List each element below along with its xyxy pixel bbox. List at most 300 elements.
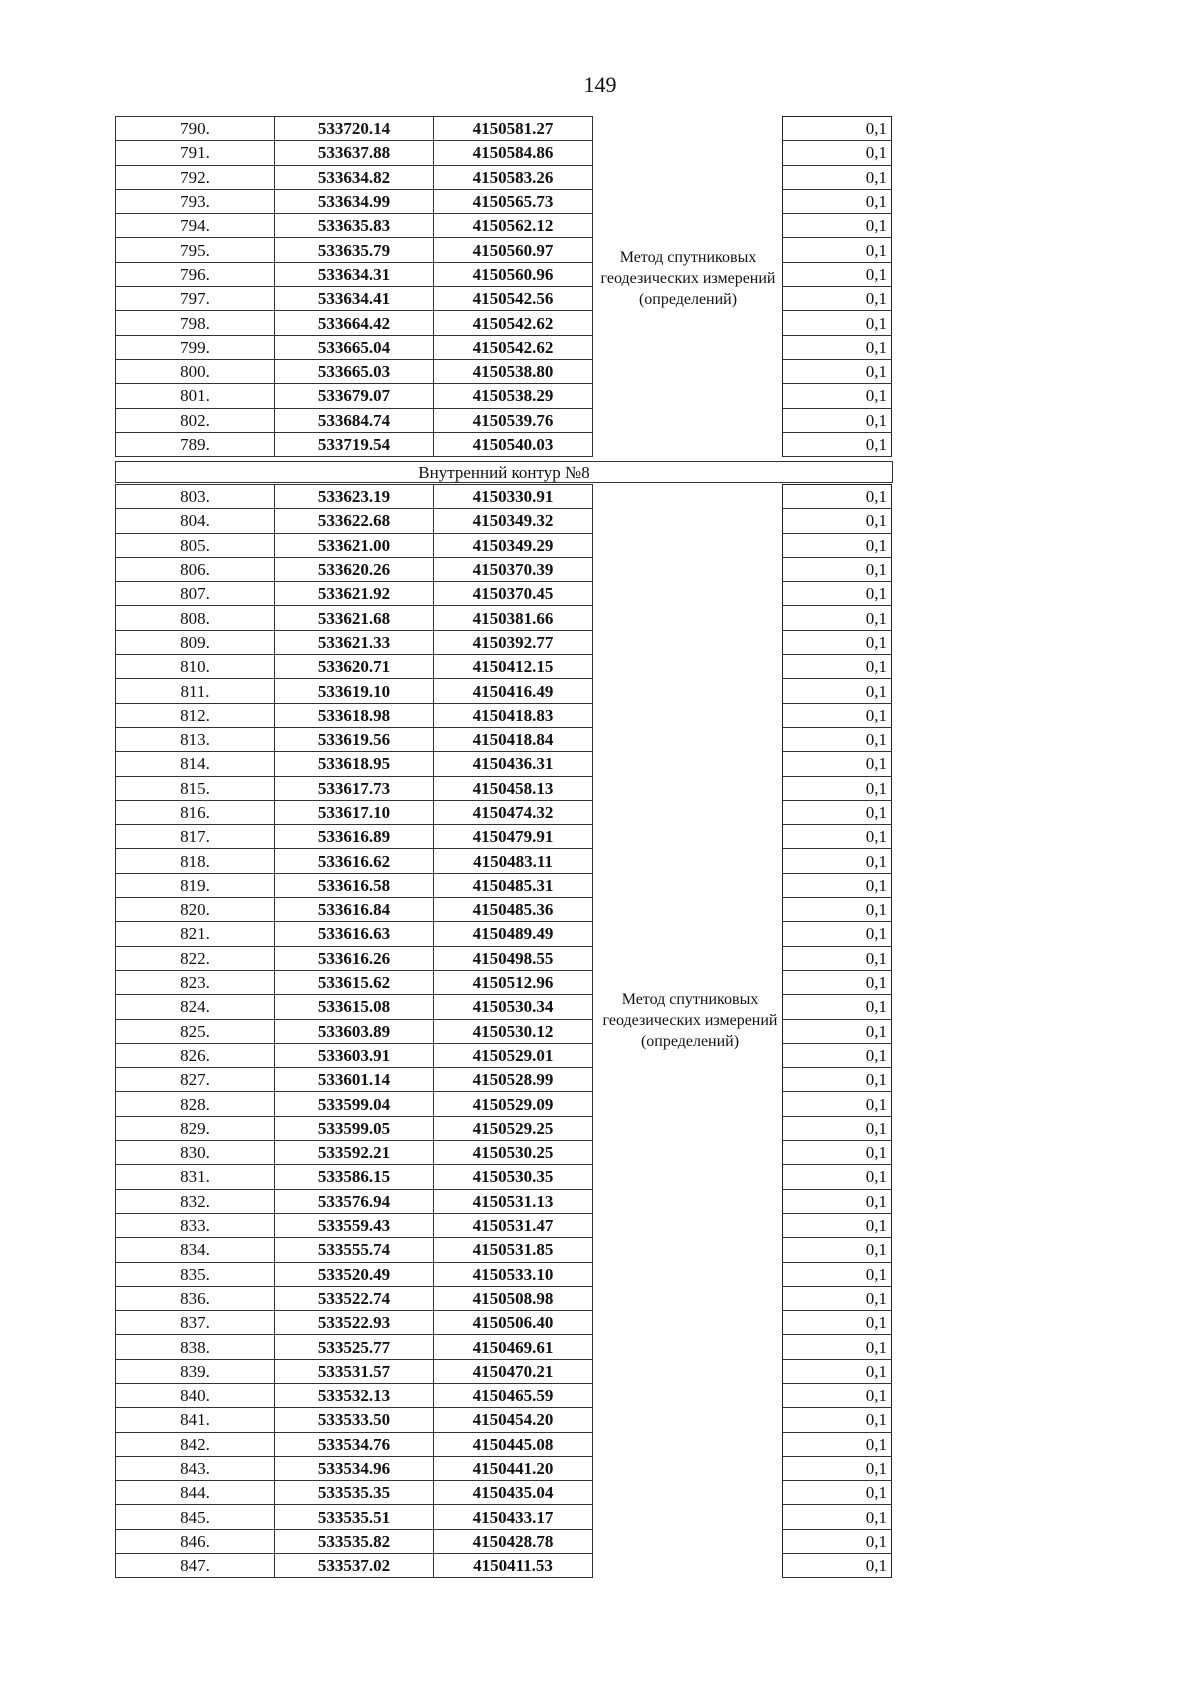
- accuracy-cell: 0,1: [783, 800, 892, 824]
- coordinate-x-cell: 533619.10: [275, 679, 434, 703]
- coordinate-y-cell: 4150508.98: [434, 1286, 593, 1310]
- coordinate-y-cell: 4150542.56: [434, 287, 593, 311]
- table-row: [116, 1359, 593, 1383]
- point-number-cell: 841.: [116, 1408, 275, 1432]
- coordinate-x-cell: 533599.04: [275, 1092, 434, 1116]
- table-row: [116, 1286, 593, 1310]
- accuracy-cell: 0,1: [783, 117, 892, 141]
- coordinate-x-cell: 533618.95: [275, 752, 434, 776]
- point-number-cell: 799.: [116, 335, 275, 359]
- point-number-cell: 795.: [116, 238, 275, 262]
- table-row: [116, 1189, 593, 1213]
- accuracy-row: [783, 1116, 892, 1140]
- accuracy-row: [783, 995, 892, 1019]
- coordinate-y-cell: 4150428.78: [434, 1529, 593, 1553]
- point-number-cell: 843.: [116, 1456, 275, 1480]
- accuracy-row: [783, 1359, 892, 1383]
- table-row: [116, 898, 593, 922]
- coordinate-x-cell: 533621.33: [275, 630, 434, 654]
- coordinate-y-cell: 4150562.12: [434, 214, 593, 238]
- method-label-bottom: Метод спутниковых геодезических измерений (определений): [602, 991, 778, 1050]
- point-number-cell: 813.: [116, 727, 275, 751]
- coordinate-x-cell: 533634.99: [275, 189, 434, 213]
- point-number-cell: 811.: [116, 679, 275, 703]
- coordinate-y-cell: 4150349.32: [434, 509, 593, 533]
- accuracy-row: [783, 509, 892, 533]
- table-row: [116, 1092, 593, 1116]
- coordinate-y-cell: 4150583.26: [434, 165, 593, 189]
- coordinate-x-cell: 533616.62: [275, 849, 434, 873]
- accuracy-cell: 0,1: [783, 1383, 892, 1407]
- accuracy-row: [783, 703, 892, 727]
- coordinate-y-cell: 4150529.01: [434, 1043, 593, 1067]
- coordinate-x-cell: 533522.93: [275, 1311, 434, 1335]
- accuracy-row: [783, 946, 892, 970]
- table-row: [116, 1116, 593, 1140]
- accuracy-row: [783, 1311, 892, 1335]
- accuracy-cell: 0,1: [783, 1481, 892, 1505]
- coordinate-x-cell: 533620.26: [275, 557, 434, 581]
- table-row: [116, 727, 593, 751]
- point-number-cell: 803.: [116, 485, 275, 509]
- point-number-cell: 808.: [116, 606, 275, 630]
- accuracy-row: [783, 1554, 892, 1578]
- coordinate-y-cell: 4150465.59: [434, 1383, 593, 1407]
- coordinate-x-cell: 533616.63: [275, 922, 434, 946]
- table-row: [116, 287, 593, 311]
- accuracy-row: [783, 335, 892, 359]
- table-row: [116, 485, 593, 509]
- point-number-cell: 809.: [116, 630, 275, 654]
- coordinate-y-cell: 4150435.04: [434, 1481, 593, 1505]
- accuracy-cell: 0,1: [783, 1068, 892, 1092]
- coordinate-x-cell: 533534.96: [275, 1456, 434, 1480]
- accuracy-cell: 0,1: [783, 432, 892, 456]
- accuracy-row: [783, 1456, 892, 1480]
- accuracy-cell: 0,1: [783, 359, 892, 383]
- accuracy-row: [783, 384, 892, 408]
- accuracy-row: [783, 727, 892, 751]
- coordinate-x-cell: 533719.54: [275, 432, 434, 456]
- accuracy-cell: 0,1: [783, 262, 892, 286]
- table-row: [116, 262, 593, 286]
- accuracy-row: [783, 214, 892, 238]
- coordinate-x-cell: 533621.68: [275, 606, 434, 630]
- coordinate-y-cell: 4150441.20: [434, 1456, 593, 1480]
- coordinate-y-cell: 4150540.03: [434, 432, 593, 456]
- accuracy-cell: 0,1: [783, 849, 892, 873]
- accuracy-cell: 0,1: [783, 311, 892, 335]
- accuracy-row: [783, 1165, 892, 1189]
- coordinate-x-cell: 533618.98: [275, 703, 434, 727]
- coordinate-y-cell: 4150469.61: [434, 1335, 593, 1359]
- point-number-cell: 834.: [116, 1238, 275, 1262]
- table-row: [116, 238, 593, 262]
- point-number-cell: 797.: [116, 287, 275, 311]
- coordinate-x-cell: 533586.15: [275, 1165, 434, 1189]
- coordinate-y-cell: 4150330.91: [434, 485, 593, 509]
- coordinate-y-cell: 4150530.34: [434, 995, 593, 1019]
- point-number-cell: 820.: [116, 898, 275, 922]
- accuracy-row: [783, 1141, 892, 1165]
- accuracy-row: [783, 582, 892, 606]
- coordinate-y-cell: 4150533.10: [434, 1262, 593, 1286]
- accuracy-row: [783, 165, 892, 189]
- coordinate-y-cell: 4150538.80: [434, 359, 593, 383]
- coordinate-x-cell: 533535.35: [275, 1481, 434, 1505]
- point-number-cell: 832.: [116, 1189, 275, 1213]
- coordinate-y-cell: 4150436.31: [434, 752, 593, 776]
- accuracy-row: [783, 262, 892, 286]
- accuracy-cell: 0,1: [783, 1092, 892, 1116]
- coordinates-table-bottom-body: [116, 485, 593, 1578]
- table-row: [116, 311, 593, 335]
- table-row: [116, 1262, 593, 1286]
- accuracy-cell: 0,1: [783, 287, 892, 311]
- coordinate-x-cell: 533520.49: [275, 1262, 434, 1286]
- coordinate-x-cell: 533635.83: [275, 214, 434, 238]
- coordinate-y-cell: 4150538.29: [434, 384, 593, 408]
- coordinate-y-cell: 4150542.62: [434, 311, 593, 335]
- coordinate-y-cell: 4150474.32: [434, 800, 593, 824]
- point-number-cell: 829.: [116, 1116, 275, 1140]
- accuracy-row: [783, 359, 892, 383]
- accuracy-cell: 0,1: [783, 752, 892, 776]
- table-row: [116, 432, 593, 456]
- point-number-cell: 847.: [116, 1554, 275, 1578]
- table-row: [116, 1529, 593, 1553]
- coordinate-x-cell: 533616.26: [275, 946, 434, 970]
- coordinate-y-cell: 4150411.53: [434, 1554, 593, 1578]
- accuracy-row: [783, 1505, 892, 1529]
- accuracy-cell: 0,1: [783, 1505, 892, 1529]
- table-row: [116, 384, 593, 408]
- table-row: [116, 141, 593, 165]
- table-row: [116, 1554, 593, 1578]
- accuracy-cell: 0,1: [783, 335, 892, 359]
- point-number-cell: 800.: [116, 359, 275, 383]
- accuracy-row: [783, 679, 892, 703]
- table-row: [116, 606, 593, 630]
- table-row: [116, 165, 593, 189]
- table-row: [116, 1383, 593, 1407]
- point-number-cell: 817.: [116, 825, 275, 849]
- coordinate-x-cell: 533621.00: [275, 533, 434, 557]
- table-row: [116, 1068, 593, 1092]
- table-row: [116, 703, 593, 727]
- table-row: [116, 1213, 593, 1237]
- coordinate-y-cell: 4150531.85: [434, 1238, 593, 1262]
- coordinate-x-cell: 533617.10: [275, 800, 434, 824]
- coordinate-x-cell: 533665.03: [275, 359, 434, 383]
- point-number-cell: 807.: [116, 582, 275, 606]
- coordinate-x-cell: 533522.74: [275, 1286, 434, 1310]
- table-row: [116, 970, 593, 994]
- table-row: [116, 408, 593, 432]
- point-number-cell: 835.: [116, 1262, 275, 1286]
- accuracy-cell: 0,1: [783, 1408, 892, 1432]
- coordinate-y-cell: 4150370.45: [434, 582, 593, 606]
- table-row: [116, 800, 593, 824]
- coordinate-x-cell: 533684.74: [275, 408, 434, 432]
- coordinate-x-cell: 533601.14: [275, 1068, 434, 1092]
- accuracy-row: [783, 432, 892, 456]
- accuracy-row: [783, 1043, 892, 1067]
- accuracy-cell: 0,1: [783, 533, 892, 557]
- table-row: [116, 359, 593, 383]
- accuracy-cell: 0,1: [783, 1529, 892, 1553]
- coordinate-x-cell: 533592.21: [275, 1141, 434, 1165]
- accuracy-cell: 0,1: [783, 408, 892, 432]
- coordinates-table-bottom: [115, 484, 593, 1578]
- table-row: [116, 776, 593, 800]
- accuracy-cell: 0,1: [783, 898, 892, 922]
- coordinate-x-cell: 533615.08: [275, 995, 434, 1019]
- coordinate-x-cell: 533555.74: [275, 1238, 434, 1262]
- accuracy-row: [783, 776, 892, 800]
- coordinate-x-cell: 533537.02: [275, 1554, 434, 1578]
- accuracy-cell: 0,1: [783, 557, 892, 581]
- accuracy-row: [783, 1238, 892, 1262]
- coordinate-y-cell: 4150581.27: [434, 117, 593, 141]
- point-number-cell: 792.: [116, 165, 275, 189]
- table-row: [116, 825, 593, 849]
- coordinate-x-cell: 533616.58: [275, 873, 434, 897]
- accuracy-cell: 0,1: [783, 922, 892, 946]
- accuracy-row: [783, 606, 892, 630]
- coordinate-x-cell: 533634.41: [275, 287, 434, 311]
- point-number-cell: 826.: [116, 1043, 275, 1067]
- table-row: [116, 655, 593, 679]
- accuracy-cell: 0,1: [783, 384, 892, 408]
- page-number: 149: [583, 72, 617, 97]
- accuracy-row: [783, 1068, 892, 1092]
- accuracy-row: [783, 1262, 892, 1286]
- accuracy-row: [783, 1335, 892, 1359]
- coordinate-x-cell: 533535.51: [275, 1505, 434, 1529]
- table-row: [116, 117, 593, 141]
- coordinate-x-cell: 533525.77: [275, 1335, 434, 1359]
- coordinate-x-cell: 533616.89: [275, 825, 434, 849]
- point-number-cell: 833.: [116, 1213, 275, 1237]
- coordinate-y-cell: 4150539.76: [434, 408, 593, 432]
- accuracy-row: [783, 970, 892, 994]
- coordinate-x-cell: 533664.42: [275, 311, 434, 335]
- accuracy-column-top-body: [783, 117, 892, 457]
- point-number-cell: 789.: [116, 432, 275, 456]
- table-row: [116, 630, 593, 654]
- point-number-cell: 818.: [116, 849, 275, 873]
- accuracy-cell: 0,1: [783, 970, 892, 994]
- point-number-cell: 825.: [116, 1019, 275, 1043]
- accuracy-cell: 0,1: [783, 703, 892, 727]
- contour-label: Внутренний контур №8: [418, 463, 590, 482]
- table-row: [116, 582, 593, 606]
- point-number-cell: 839.: [116, 1359, 275, 1383]
- accuracy-cell: 0,1: [783, 1456, 892, 1480]
- coordinate-x-cell: 533616.84: [275, 898, 434, 922]
- accuracy-column-bottom-body: [783, 485, 892, 1578]
- point-number-cell: 821.: [116, 922, 275, 946]
- point-number-cell: 842.: [116, 1432, 275, 1456]
- accuracy-cell: 0,1: [783, 679, 892, 703]
- coordinate-x-cell: 533532.13: [275, 1383, 434, 1407]
- coordinate-y-cell: 4150381.66: [434, 606, 593, 630]
- table-row: [116, 509, 593, 533]
- point-number-cell: 824.: [116, 995, 275, 1019]
- coordinate-y-cell: 4150529.25: [434, 1116, 593, 1140]
- coordinate-x-cell: 533617.73: [275, 776, 434, 800]
- accuracy-cell: 0,1: [783, 825, 892, 849]
- coordinate-y-cell: 4150392.77: [434, 630, 593, 654]
- point-number-cell: 816.: [116, 800, 275, 824]
- accuracy-row: [783, 408, 892, 432]
- table-row: [116, 1311, 593, 1335]
- coordinate-x-cell: 533665.04: [275, 335, 434, 359]
- coordinate-y-cell: 4150485.36: [434, 898, 593, 922]
- point-number-cell: 814.: [116, 752, 275, 776]
- accuracy-cell: 0,1: [783, 1141, 892, 1165]
- point-number-cell: 828.: [116, 1092, 275, 1116]
- point-number-cell: 827.: [116, 1068, 275, 1092]
- point-number-cell: 815.: [116, 776, 275, 800]
- accuracy-row: [783, 800, 892, 824]
- accuracy-column-bottom: [782, 484, 892, 1578]
- accuracy-row: [783, 752, 892, 776]
- accuracy-row: [783, 849, 892, 873]
- coordinates-table-top: [115, 116, 593, 457]
- method-label-top: Метод спутниковых геодезических измерений (определений): [600, 249, 776, 308]
- coordinate-x-cell: 533533.50: [275, 1408, 434, 1432]
- coordinate-y-cell: 4150565.73: [434, 189, 593, 213]
- accuracy-cell: 0,1: [783, 1359, 892, 1383]
- point-number-cell: 812.: [116, 703, 275, 727]
- accuracy-cell: 0,1: [783, 1432, 892, 1456]
- accuracy-row: [783, 1383, 892, 1407]
- table-row: [116, 922, 593, 946]
- point-number-cell: 819.: [116, 873, 275, 897]
- accuracy-cell: 0,1: [783, 509, 892, 533]
- coordinate-x-cell: 533599.05: [275, 1116, 434, 1140]
- point-number-cell: 840.: [116, 1383, 275, 1407]
- table-row: [116, 679, 593, 703]
- point-number-cell: 844.: [116, 1481, 275, 1505]
- accuracy-cell: 0,1: [783, 238, 892, 262]
- point-number-cell: 837.: [116, 1311, 275, 1335]
- point-number-cell: 801.: [116, 384, 275, 408]
- coordinate-y-cell: 4150531.47: [434, 1213, 593, 1237]
- coordinate-y-cell: 4150454.20: [434, 1408, 593, 1432]
- accuracy-column-top: [782, 116, 892, 457]
- accuracy-row: [783, 1092, 892, 1116]
- accuracy-row: [783, 873, 892, 897]
- coordinate-y-cell: 4150584.86: [434, 141, 593, 165]
- coordinate-x-cell: 533534.76: [275, 1432, 434, 1456]
- table-row: [116, 1019, 593, 1043]
- accuracy-row: [783, 311, 892, 335]
- table-row: [116, 214, 593, 238]
- coordinate-y-cell: 4150489.49: [434, 922, 593, 946]
- accuracy-cell: 0,1: [783, 1043, 892, 1067]
- coordinate-y-cell: 4150470.21: [434, 1359, 593, 1383]
- coordinate-y-cell: 4150479.91: [434, 825, 593, 849]
- coordinate-y-cell: 4150458.13: [434, 776, 593, 800]
- point-number-cell: 804.: [116, 509, 275, 533]
- coordinate-x-cell: 533531.57: [275, 1359, 434, 1383]
- table-row: [116, 1505, 593, 1529]
- coordinate-y-cell: 4150412.15: [434, 655, 593, 679]
- coordinate-x-cell: 533603.91: [275, 1043, 434, 1067]
- coordinate-y-cell: 4150506.40: [434, 1311, 593, 1335]
- accuracy-cell: 0,1: [783, 946, 892, 970]
- point-number-cell: 845.: [116, 1505, 275, 1529]
- accuracy-row: [783, 1481, 892, 1505]
- accuracy-cell: 0,1: [783, 1554, 892, 1578]
- accuracy-row: [783, 533, 892, 557]
- accuracy-row: [783, 1408, 892, 1432]
- coordinate-y-cell: 4150418.84: [434, 727, 593, 751]
- accuracy-row: [783, 655, 892, 679]
- coordinate-x-cell: 533635.79: [275, 238, 434, 262]
- point-number-cell: 802.: [116, 408, 275, 432]
- table-row: [116, 946, 593, 970]
- coordinate-y-cell: 4150530.35: [434, 1165, 593, 1189]
- coordinate-y-cell: 4150560.97: [434, 238, 593, 262]
- point-number-cell: 806.: [116, 557, 275, 581]
- table-row: [116, 1141, 593, 1165]
- accuracy-row: [783, 1529, 892, 1553]
- table-row: [116, 1432, 593, 1456]
- point-number-cell: 838.: [116, 1335, 275, 1359]
- point-number-cell: 796.: [116, 262, 275, 286]
- coordinate-y-cell: 4150349.29: [434, 533, 593, 557]
- coordinate-y-cell: 4150531.13: [434, 1189, 593, 1213]
- point-number-cell: 823.: [116, 970, 275, 994]
- coordinate-x-cell: 533576.94: [275, 1189, 434, 1213]
- table-row: [116, 849, 593, 873]
- accuracy-row: [783, 630, 892, 654]
- accuracy-cell: 0,1: [783, 1335, 892, 1359]
- coordinate-y-cell: 4150530.12: [434, 1019, 593, 1043]
- table-row: [116, 995, 593, 1019]
- coordinate-x-cell: 533615.62: [275, 970, 434, 994]
- accuracy-cell: 0,1: [783, 630, 892, 654]
- accuracy-row: [783, 922, 892, 946]
- accuracy-row: [783, 1189, 892, 1213]
- coordinate-x-cell: 533622.68: [275, 509, 434, 533]
- coordinate-y-cell: 4150483.11: [434, 849, 593, 873]
- accuracy-cell: 0,1: [783, 1019, 892, 1043]
- accuracy-row: [783, 557, 892, 581]
- accuracy-cell: 0,1: [783, 1165, 892, 1189]
- accuracy-cell: 0,1: [783, 1189, 892, 1213]
- coordinate-y-cell: 4150529.09: [434, 1092, 593, 1116]
- coordinates-table-top-body: [116, 117, 593, 457]
- point-number-cell: 798.: [116, 311, 275, 335]
- coordinate-x-cell: 533619.56: [275, 727, 434, 751]
- coordinate-x-cell: 533623.19: [275, 485, 434, 509]
- accuracy-row: [783, 825, 892, 849]
- accuracy-cell: 0,1: [783, 873, 892, 897]
- table-row: [116, 873, 593, 897]
- table-row: [116, 1408, 593, 1432]
- coordinate-y-cell: 4150528.99: [434, 1068, 593, 1092]
- coordinate-y-cell: 4150542.62: [434, 335, 593, 359]
- accuracy-row: [783, 1019, 892, 1043]
- accuracy-cell: 0,1: [783, 1262, 892, 1286]
- coordinate-y-cell: 4150530.25: [434, 1141, 593, 1165]
- accuracy-row: [783, 117, 892, 141]
